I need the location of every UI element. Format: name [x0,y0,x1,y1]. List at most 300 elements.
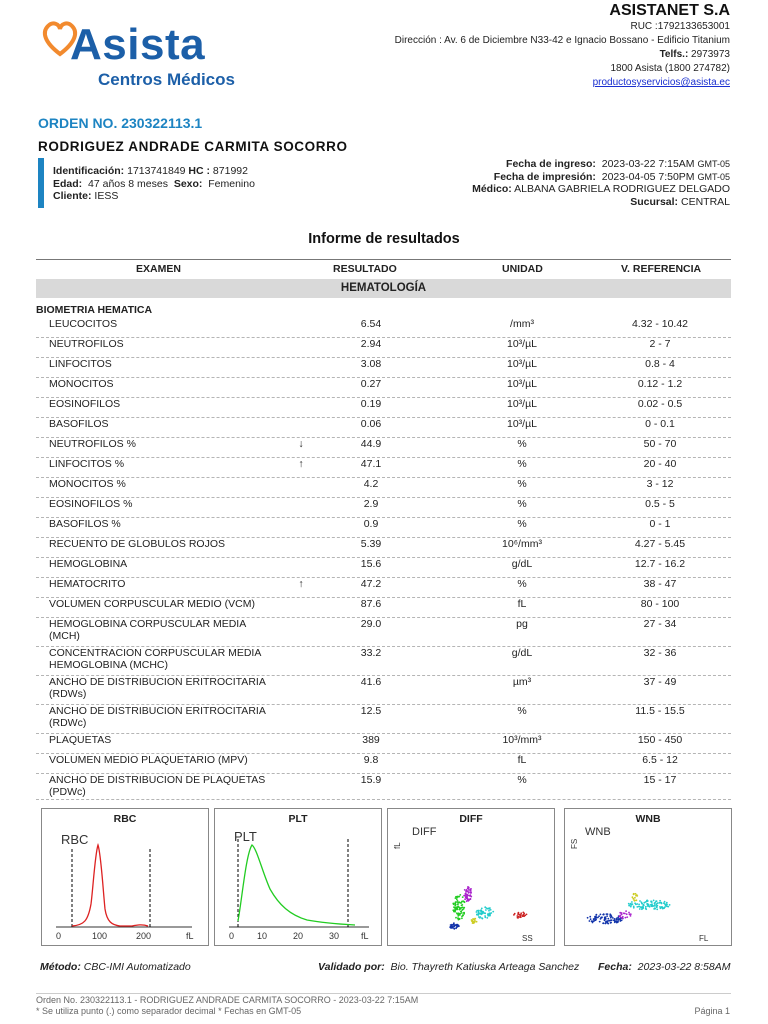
scatter-dot [453,906,455,908]
scatter-dot [455,901,457,903]
scatter-dot [456,898,458,900]
scatter-dot [658,902,660,904]
table-row [36,557,731,578]
unit-cell: µm³ [512,676,532,688]
plt-tick-unit: fL [361,931,369,941]
table-row [36,617,731,647]
result-cell: 33.2 [360,647,382,659]
scatter-dot [595,914,597,916]
unit-cell: 10³/µL [507,358,537,370]
col-unit: UNIDAD [502,263,543,275]
result-cell: 12.5 [360,705,382,717]
reference-cell: 0.8 - 4 [645,358,675,370]
unit-cell: 10⁶/mm³ [502,538,542,550]
scatter-dot [455,917,457,919]
table-row [36,417,731,438]
table-row [36,337,731,358]
scatter-dot [654,902,656,904]
scatter-dot [614,918,616,920]
wnb-dots [587,893,671,925]
unit-cell: % [517,498,527,510]
result-cell: 2.94 [360,338,382,350]
plt-histogram [214,808,382,946]
scatter-dot [468,888,470,890]
scatter-dot [630,906,632,908]
footer-order-line: Orden No. 230322113.1 - RODRIGUEZ ANDRADE CARMITA SOCORRO - 2023-03-22 7:15AM [36,995,419,1005]
reference-cell: 2 - 7 [649,338,671,350]
result-cell: 4.2 [363,478,379,490]
scatter-dot [464,889,466,891]
scatter-dot [662,908,664,910]
scatter-dot [451,927,453,929]
scatter-dot [461,904,463,906]
scatter-dot [664,901,666,903]
scatter-dot [669,904,671,906]
scatter-dot [646,903,648,905]
scatter-dot [591,920,593,922]
plt-tick-30: 30 [329,931,340,941]
exam-cell: LEUCOCITOS [49,318,118,330]
table-row [36,537,731,558]
scatter-dot [519,914,521,916]
scatter-dot [631,901,633,903]
scatter-dot [480,910,482,912]
table-row [36,646,731,676]
scatter-dot [459,901,461,903]
scatter-dot [603,922,605,924]
scatter-dot [639,900,641,902]
scatter-dot [462,896,464,898]
scatter-dot [594,917,596,919]
unit-cell: 10³/µL [507,398,537,410]
scatter-dot [460,908,462,910]
scatter-dot [458,906,460,908]
unit-cell: 10³/µL [507,418,537,430]
scatter-dot [640,906,642,908]
scatter-dot [459,894,461,896]
exam-cell: HEMATOCRITO [49,578,126,590]
exam-cell: NEUTROFILOS % [49,438,136,450]
scatter-dot [474,918,476,920]
scatter-dot [460,911,462,913]
scatter-dot [652,905,654,907]
scatter-dot [480,914,482,916]
exam-cell: LINFOCITOS % [49,458,125,470]
scatter-dot [645,906,647,908]
scatter-dot [645,901,647,903]
scatter-dot [481,917,483,919]
result-cell: 47.2 [360,578,382,590]
table-row [36,397,731,418]
scatter-dot [656,906,658,908]
scatter-dot [517,913,519,915]
reference-cell: 0 - 1 [649,518,671,530]
visit-info [472,158,730,208]
wnb-y-label: FS [570,838,579,849]
scatter-dot [464,898,466,900]
wnb-scattergram [564,808,732,946]
exam-cell: MONOCITOS % [49,478,126,490]
exam-cell: ANCHO DE DISTRIBUCION DE PLAQUETAS (PDWc) [49,774,266,798]
exam-cell: ANCHO DE DISTRIBUCION ERITROCITARIA (RDWc) [49,705,266,729]
exam-cell: MONOCITOS [49,378,114,390]
scatter-dot [463,912,465,914]
scatter-dot [454,905,456,907]
company-email-link[interactable]: productosyservicios@asista.ec [592,77,730,88]
result-cell: 87.6 [360,598,382,610]
scatter-dot [468,892,470,894]
reference-cell: 50 - 70 [643,438,677,450]
scatter-dot [634,900,636,902]
exam-cell: BASOFILOS % [49,518,121,530]
scatter-dot [462,915,464,917]
scatter-dot [589,916,591,918]
scatter-dot [659,900,661,902]
scatter-dot [451,924,453,926]
scatter-dot [484,916,486,918]
scatter-dot [616,919,618,921]
patient-age-line: Edad: 47 años 8 meses Sexo: Femenino [53,177,255,190]
method: Método: CBC-IMI Automatizado [40,961,191,973]
plt-plot [215,809,381,945]
scatter-dot [590,918,592,920]
scatter-dot [589,920,591,922]
scatter-dot [488,910,490,912]
company-phones: Telfs.: 2973973 [659,49,730,60]
scatter-dot [623,912,625,914]
scatter-dot [611,919,613,921]
table-row [36,773,731,800]
scatter-dot [619,915,621,917]
table-row [36,437,731,458]
group-biometria: BIOMETRIA HEMATICA [36,304,153,316]
flag-cell: ↓ [298,438,304,450]
scatter-dot [466,897,468,899]
asista-logo [38,14,258,96]
unit-cell: % [517,478,527,490]
plt-tick-20: 20 [293,931,304,941]
unit-cell: g/dL [511,558,533,570]
scatter-dot [610,922,612,924]
footer-notes [36,995,418,1017]
reference-cell: 0.02 - 0.5 [637,398,683,410]
rbc-inner-label: RBC [61,832,89,847]
scatter-dot [486,917,488,919]
scatter-dot [654,904,656,906]
scatter-dot [458,914,460,916]
scatter-dot [630,913,632,915]
scatter-dot [522,915,524,917]
exam-cell: NEUTROFILOS [49,338,124,350]
plt-title: PLT [288,813,308,825]
plt-tick-0: 0 [229,931,235,941]
table-row [36,497,731,518]
scatter-dot [641,903,643,905]
validation-date: Fecha: 2023-03-22 8:58AM [598,961,731,973]
exam-cell: PLAQUETAS [49,734,112,746]
company-ruc: RUC :1792133653001 [630,21,730,32]
exam-cell: CONCENTRACION CORPUSCULAR MEDIA HEMOGLOBINA (MCHC) [49,647,261,671]
scatter-dot [604,917,606,919]
scatter-dot [458,925,460,927]
scatter-dot [625,910,627,912]
diff-dots [449,886,527,930]
scatter-dot [526,914,528,916]
scatter-dot [468,887,470,889]
unit-cell: % [517,458,527,470]
scatter-dot [606,915,608,917]
scatter-dot [522,912,524,914]
scatter-dot [467,899,469,901]
scatter-dot [632,896,634,898]
wnb-plot [565,809,731,945]
reference-cell: 4.27 - 5.45 [634,538,686,550]
scatter-dot [467,894,469,896]
page-number: Página 1 [694,1006,730,1016]
scatter-dot [476,921,478,923]
unit-cell: % [517,578,527,590]
scatter-dot [606,921,608,923]
flag-cell: ↑ [298,578,304,590]
rbc-tick-0: 0 [56,931,62,941]
exam-cell: EOSINOFILOS [49,398,121,410]
print-date: Fecha de impresión: 2023-04-05 7:50PM GMT-05 [493,170,730,183]
scatter-dot [633,906,635,908]
scatter-dot [484,912,486,914]
result-cell: 5.39 [360,538,382,550]
exam-cell: HEMOGLOBINA [49,558,128,570]
unit-cell: % [517,774,527,786]
flag-cell: ↑ [298,458,304,470]
reference-cell: 38 - 47 [643,578,677,590]
scatter-dot [470,892,472,894]
patient-accent-bar [38,158,44,208]
scatter-dot [632,903,634,905]
exam-cell: VOLUMEN MEDIO PLAQUETARIO (MPV) [49,754,248,766]
scatter-dot [489,915,491,917]
scatter-dot [452,903,454,905]
scatter-dot [609,913,611,915]
scatter-dot [630,915,632,917]
reference-cell: 0 - 0.1 [645,418,675,430]
scatter-dot [520,912,522,914]
validated-by: Validado por: Bio. Thayreth Katiuska Arteaga Sanchez [318,961,580,973]
scatter-dot [625,917,627,919]
result-cell: 9.8 [363,754,379,766]
scatter-dot [617,921,619,923]
scatter-dot [612,917,614,919]
scatter-dot [461,901,463,903]
result-cell: 389 [362,734,380,746]
scatter-dot [667,906,669,908]
reference-cell: 6.5 - 12 [642,754,678,766]
reference-cell: 11.5 - 15.5 [635,705,685,717]
reference-cell: 0.5 - 5 [645,498,675,510]
reference-cell: 0.12 - 1.2 [637,378,683,390]
result-cell: 0.19 [360,398,382,410]
scatter-dot [453,928,455,930]
result-cell: 0.06 [360,418,382,430]
scatter-dot [486,907,488,909]
scatter-dot [619,916,621,918]
result-cell: 0.27 [360,378,382,390]
doctor: Médico: ALBANA GABRIELA RODRIGUEZ DELGADO [472,183,730,195]
scatter-dot [485,909,487,911]
table-row [36,733,731,754]
scatter-dot [636,906,638,908]
unit-cell: fL [517,754,527,766]
scatter-dot [599,921,601,923]
footer-divider [36,993,731,994]
scatter-dot [455,897,457,899]
unit-cell: g/dL [511,647,533,659]
scatter-dot [630,904,632,906]
company-hotline: 1800 Asista (1800 274782) [610,63,730,74]
plt-tick-10: 10 [257,931,268,941]
scatter-dot [654,908,656,910]
scatter-dot [633,893,635,895]
branch: Sucursal: CENTRAL [630,195,730,208]
scatter-dot [457,900,459,902]
diff-x-label: SS [522,934,533,943]
reference-cell: 32 - 36 [643,647,677,659]
scatter-dot [641,908,643,910]
patient-client-line: Cliente: IESS [53,190,119,202]
scatter-dot [622,918,624,920]
scatter-dot [639,908,641,910]
scatter-dot [626,913,628,915]
scatter-dot [628,905,630,907]
scatter-dot [469,898,471,900]
rbc-histogram [41,808,209,946]
patient-name: RODRIGUEZ ANDRADE CARMITA SOCORRO [38,139,348,154]
scatter-dot [606,913,608,915]
company-address: Dirección : Av. 6 de Diciembre N33-42 e Ignacio Bossano - Edificio Titanium [394,35,730,46]
scatter-dot [634,897,636,899]
scatter-dot [476,914,478,916]
scatter-dot [598,915,600,917]
result-cell: 44.9 [360,438,382,450]
scatter-dot [646,900,648,902]
unit-cell: % [517,518,527,530]
scatter-dot [457,896,459,898]
scatter-dot [656,909,658,911]
reference-cell: 27 - 34 [643,618,677,630]
scatter-dot [478,913,480,915]
exam-cell: ANCHO DE DISTRIBUCION ERITROCITARIA (RDWs) [49,676,266,700]
scatter-dot [636,899,638,901]
scatter-dot [605,923,607,925]
plt-inner-label: PLT [234,829,257,844]
result-cell: 15.6 [360,558,382,570]
scatter-dot [455,909,457,911]
exam-cell: RECUENTO DE GLOBULOS ROJOS [49,538,226,550]
scatter-dot [601,916,603,918]
scatter-dot [664,903,666,905]
table-row [36,704,731,734]
scatter-dot [457,909,459,911]
unit-cell: fL [517,598,527,610]
patient-id-line: Identificación: 1713741849 HC : 871992 [53,165,248,177]
result-cell: 0.9 [363,518,379,530]
scatter-dot [461,917,463,919]
patient-info [53,165,255,203]
diff-title: DIFF [459,813,483,825]
table-row [36,675,731,705]
scatter-dot [604,920,606,922]
result-cell: 47.1 [360,458,382,470]
wnb-title: WNB [635,813,661,825]
table-row [36,577,731,598]
scatter-dot [653,900,655,902]
rbc-tick-200: 200 [136,931,152,941]
logo-word: Asista [70,20,206,69]
scatter-dot [490,909,492,911]
exam-cell: EOSINOFILOS % [49,498,133,510]
logo-subtitle: Centros Médicos [98,70,235,89]
scatter-dot [465,892,467,894]
unit-cell: % [517,705,527,717]
company-name: ASISTANET S.A [609,2,730,19]
scatter-dot [607,918,609,920]
reference-cell: 15 - 17 [643,774,677,786]
col-exam: EXAMEN [136,263,181,275]
scatter-dot [659,906,661,908]
reference-cell: 37 - 49 [643,676,677,688]
scatter-dot [600,918,602,920]
scatter-dot [472,918,474,920]
wnb-inner-label: WNB [585,826,611,838]
table-row [36,377,731,398]
result-cell: 3.08 [360,358,382,370]
table-row [36,457,731,478]
reference-cell: 4.32 - 10.42 [631,318,689,330]
wnb-x-label: FL [699,934,709,943]
diff-y-label: fL [393,842,402,849]
scatter-dot [457,903,459,905]
scatter-dot [470,896,472,898]
footer-notes-line: * Se utiliza punto (.) como separador decimal * Fechas en GMT-05 [36,1006,302,1016]
scatter-dot [481,908,483,910]
scatter-dot [602,914,604,916]
result-cell: 15.9 [360,774,382,786]
exam-cell: VOLUMEN CORPUSCULAR MEDIO (VCM) [49,598,255,610]
reference-cell: 80 - 100 [640,598,680,610]
scatter-dot [587,917,589,919]
scatter-dot [635,895,637,897]
reference-cell: 3 - 12 [646,478,674,490]
table-row [36,477,731,498]
unit-cell: 10³/µL [507,378,537,390]
result-cell: 41.6 [360,676,382,688]
scatter-dot [476,911,478,913]
rbc-title: RBC [113,813,137,825]
table-row [36,753,731,774]
reference-cell: 20 - 40 [643,458,677,470]
scatter-dot [657,902,659,904]
scatter-dot [628,903,630,905]
table-row [36,317,731,338]
result-cell: 6.54 [360,318,382,330]
unit-cell: pg [516,618,528,630]
unit-cell: 10³/µL [507,338,537,350]
scatter-dot [470,888,472,890]
scatter-dot [651,901,653,903]
scatter-dot [609,915,611,917]
scatter-dot [600,914,602,916]
unit-cell: % [517,438,527,450]
diff-inner-label: DIFF [412,826,437,838]
